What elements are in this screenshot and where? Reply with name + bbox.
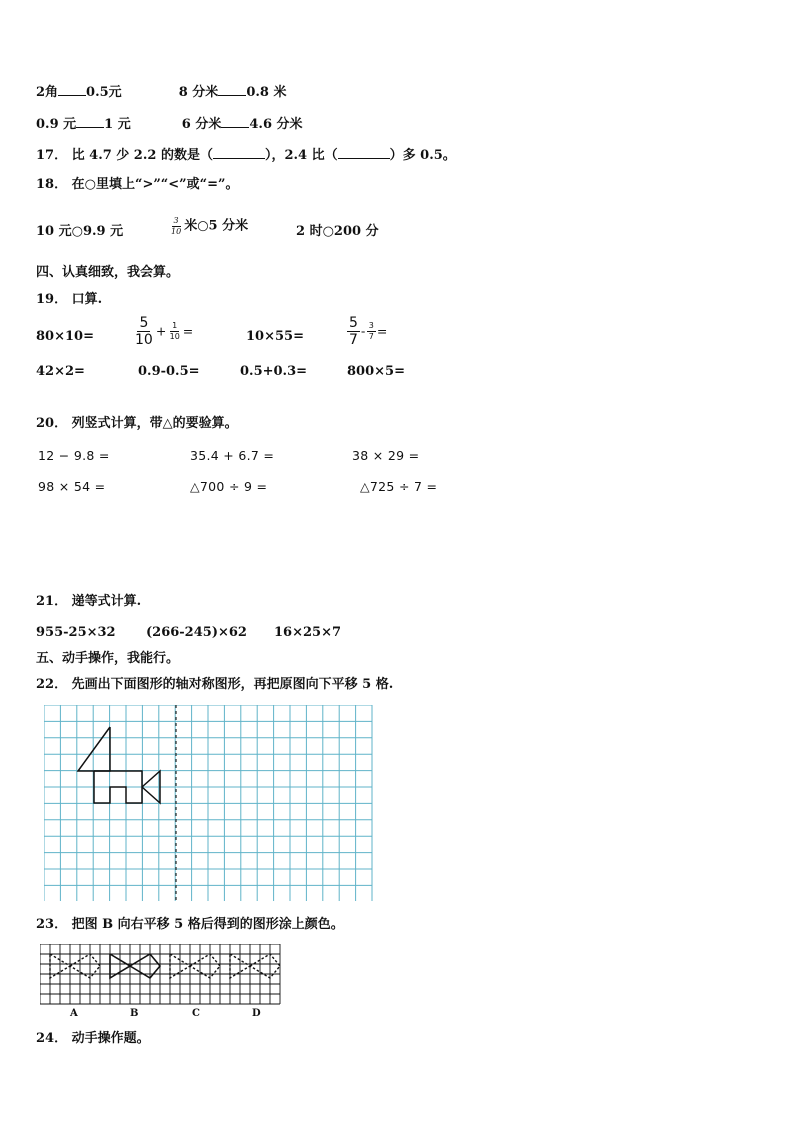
compare-right-1: 0.5元: [86, 85, 122, 100]
question-17: [36, 146, 456, 164]
q18-item-3: 2 时○200 分: [296, 224, 379, 239]
section-5-title: 五、动手操作，我能行。: [36, 651, 180, 666]
vertical-calc-3: 38 × 29 =: [352, 448, 420, 463]
fraction: $\frac{1}{10}$: [169, 321, 180, 341]
option-label-d[interactable]: D: [252, 1008, 261, 1019]
step-calc-3: 16×25×7: [274, 625, 342, 640]
vertical-calc-5: △700 ÷ 9 =: [190, 479, 268, 494]
q22-grid-figure[interactable]: [44, 705, 374, 902]
answer-blank[interactable]: [221, 115, 249, 128]
fraction: $\frac{3}{7}$: [368, 321, 374, 341]
vertical-calc-1: 12 − 9.8 =: [38, 448, 110, 463]
option-label-c[interactable]: C: [192, 1008, 200, 1019]
q17-text-2: ），2.4 比（: [264, 148, 338, 163]
oral-calc-7: 0.5+0.3=: [240, 364, 308, 379]
compare-right-3: 1 元: [104, 117, 131, 132]
oral-calc-4: $\frac{5}{7}$ - $\frac{3}{7}$ =: [349, 315, 388, 348]
q18-item-2: [168, 217, 248, 236]
compare-left-2: 8 分米: [178, 85, 219, 100]
oral-calc-3: 10×55=: [246, 329, 304, 344]
question-23-label: 23． 把图 B 向右平移 5 格后得到的图形涂上颜色。: [36, 917, 344, 932]
answer-blank[interactable]: [213, 146, 265, 159]
compare-right-4: 4.6 分米: [249, 117, 303, 132]
vertical-calc-4: 98 × 54 =: [38, 479, 106, 494]
fill-blank-row-2: [36, 115, 303, 133]
question-24-label: 24． 动手操作题。: [36, 1031, 150, 1046]
question-18: 18． 在○里填上“>”“<”或“=”。: [36, 177, 239, 192]
option-label-a[interactable]: A: [70, 1008, 78, 1019]
answer-blank[interactable]: [58, 83, 86, 96]
compare-right-2: 0.8 米: [246, 85, 287, 100]
q18-item-2-text: 米○5 分米: [184, 218, 249, 234]
answer-blank[interactable]: [218, 83, 246, 96]
q18-item-1: 10 元○9.9 元: [36, 224, 124, 239]
option-label-b[interactable]: B: [130, 1008, 139, 1019]
fraction: $\frac{3}{10}$: [171, 216, 182, 236]
fraction: $\frac{5}{10}$: [135, 315, 153, 348]
oral-calc-2: $\frac{5}{10}$ + $\frac{1}{10}$ =: [135, 315, 194, 348]
oral-calc-6: 0.9-0.5=: [138, 364, 200, 379]
oral-calc-1: 80×10=: [36, 329, 94, 344]
compare-left-4: 6 分米: [181, 117, 222, 132]
q17-text-3: ）多 0.5。: [389, 148, 456, 163]
step-calc-1: 955-25×32: [36, 625, 116, 640]
question-22-label: 22． 先画出下面图形的轴对称图形，再把原图向下平移 5 格.: [36, 677, 394, 692]
vertical-calc-2: 35.4 + 6.7 =: [190, 448, 275, 463]
question-21-label: 21． 递等式计算.: [36, 594, 142, 609]
q17-text-1: 17． 比 4.7 少 2.2 的数是（: [36, 148, 213, 163]
oral-calc-5: 42×2=: [36, 364, 85, 379]
step-calc-2: (266-245)×62: [146, 625, 247, 640]
compare-left-1: 2角: [36, 85, 59, 100]
answer-blank[interactable]: [338, 146, 390, 159]
answer-blank[interactable]: [76, 115, 104, 128]
vertical-calc-6: △725 ÷ 7 =: [360, 479, 438, 494]
question-20-label: 20． 列竖式计算，带△的要验算。: [36, 416, 238, 431]
section-4-title: 四、认真细致，我会算。: [36, 265, 180, 280]
fraction: $\frac{5}{7}$: [349, 315, 358, 348]
fill-blank-row-1: [36, 83, 286, 101]
question-19-label: 19． 口算.: [36, 292, 103, 307]
q23-grid-figure[interactable]: [40, 944, 282, 1006]
original-shape: [78, 727, 160, 803]
compare-left-3: 0.9 元: [36, 117, 77, 132]
oral-calc-8: 800×5=: [347, 364, 405, 379]
